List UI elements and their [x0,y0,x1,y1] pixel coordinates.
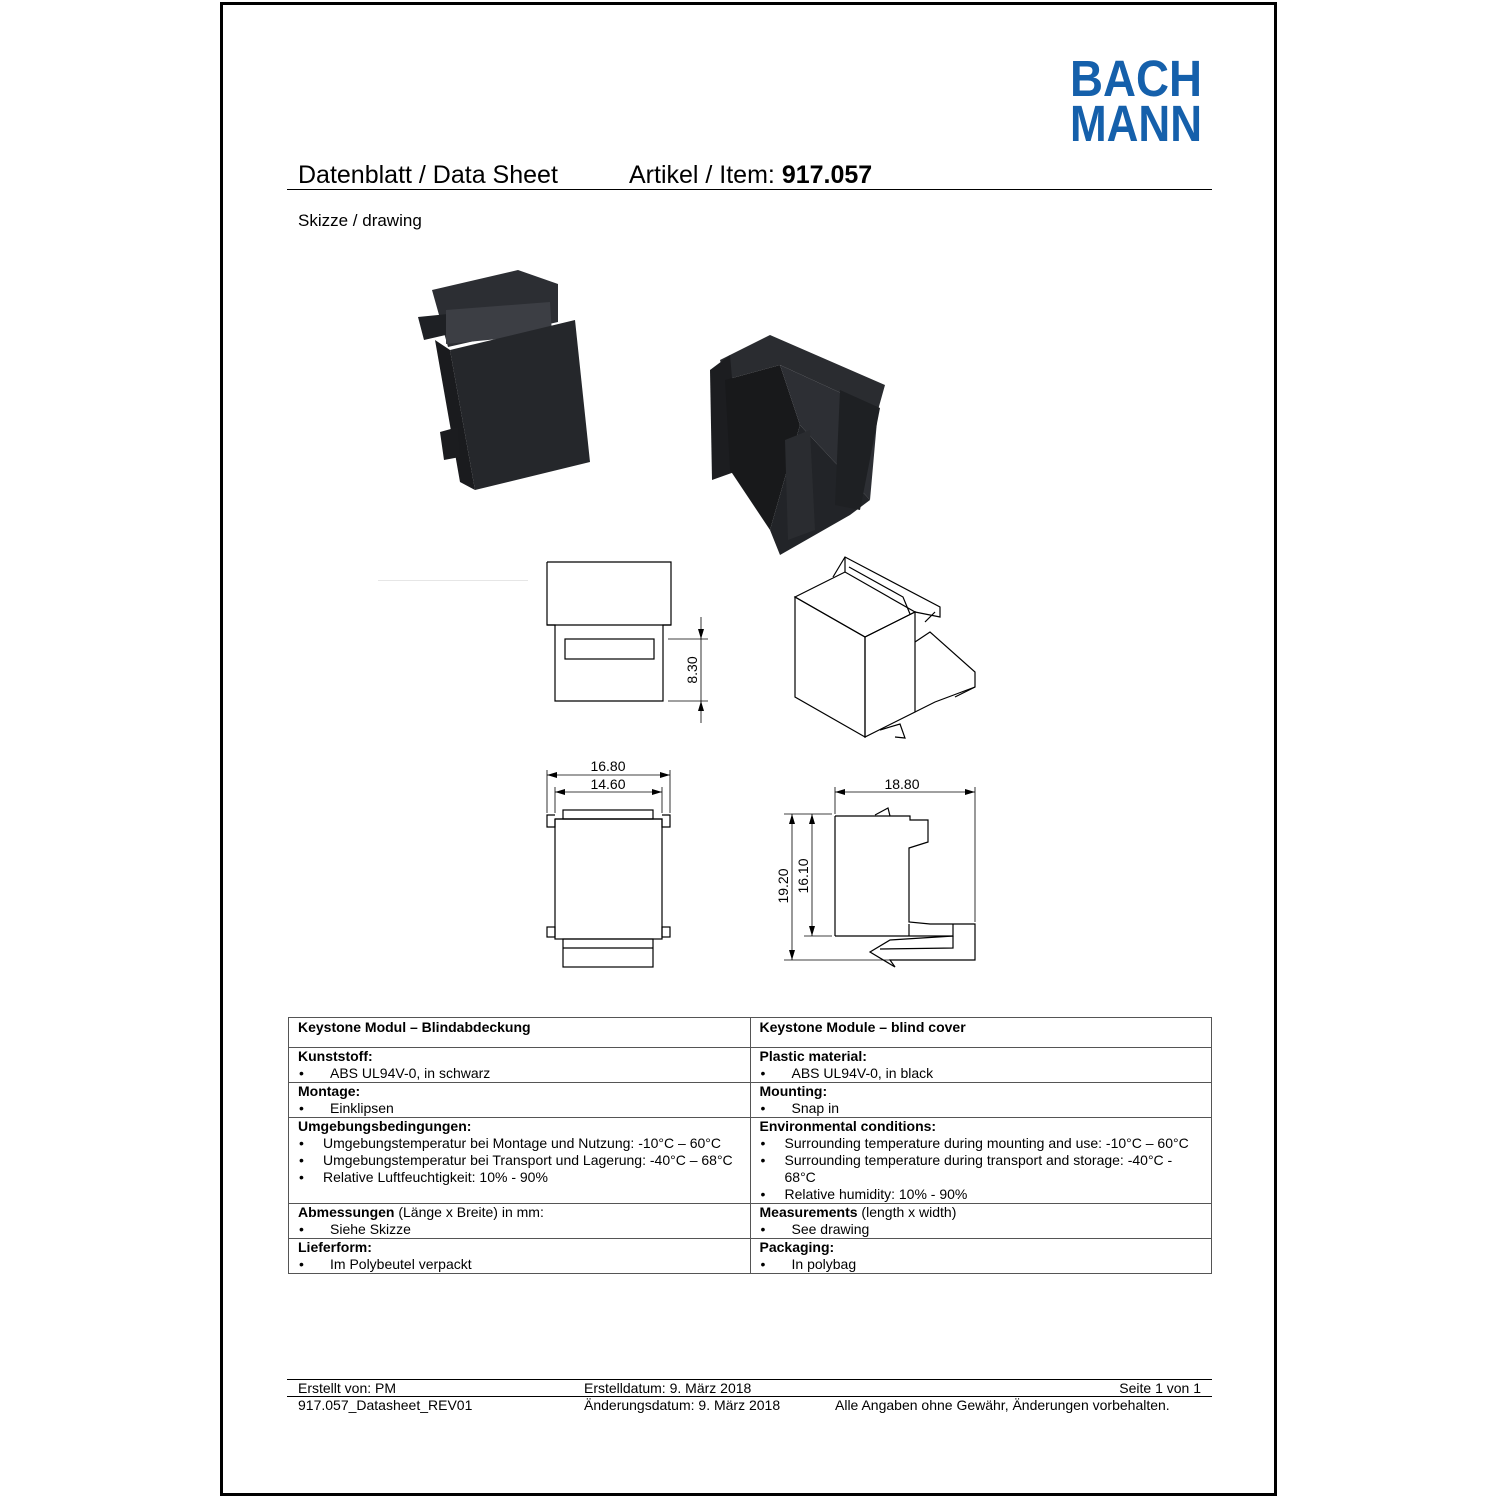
title-de: Keystone Modul – Blindabdeckung [298,1019,531,1035]
dim-830: 8.30 [684,656,700,684]
bachmann-logo [1070,52,1210,147]
pack-en-heading: Packaging: [759,1239,835,1255]
spec-table [288,1017,1212,1274]
dim-en-heading [760,1204,1203,1221]
item-number: 917.057 [781,161,873,189]
footer-file: 917.057_Datasheet_REV01 [298,1397,473,1413]
drawing-side-view [770,772,985,972]
product-photo-front [410,262,600,497]
material-en-heading: Plastic material: [759,1048,867,1064]
footer-created-by: Erstellt von: PM [298,1380,397,1396]
env-en-heading: Environmental conditions: [759,1118,937,1134]
dim-1460: 14.60 [590,776,626,792]
dim-1610: 16.10 [795,858,811,894]
list-item: • Umgebungstemperatur bei Montage und Nutzung: -10°C – 60°C [298,1135,741,1152]
divider [378,580,528,581]
material-de-heading: Kunststoff: [298,1048,373,1064]
drawing-top-view [530,555,730,725]
footer-modified-date: Änderungsdatum: 9. März 2018 [584,1397,781,1413]
list-item: • Snap in [760,1100,1203,1117]
product-photo-side [700,330,890,555]
dim-1920: 19.20 [775,868,791,904]
title-en: Keystone Module – blind cover [759,1019,966,1035]
dim-de-heading [298,1204,741,1221]
list-item: • ABS UL94V-0, in black [760,1065,1203,1082]
table-row [289,1118,1212,1204]
list-item: • Relative Luftfeuchtigkeit: 10% - 90% [298,1169,741,1186]
section-label: Skizze / drawing [298,211,422,230]
mount-en-heading: Mounting: [759,1083,828,1099]
header-rule [287,189,1212,190]
dim-de-bold: Abmessungen [298,1204,395,1220]
dim-de-rest: (Länge x Breite) in mm: [394,1204,544,1220]
mount-de-heading: Montage: [298,1083,361,1099]
footer-disclaimer: Alle Angaben ohne Gewähr, Änderungen vorbehalten. [835,1397,1170,1413]
logo-line-2: MANN [1070,95,1202,147]
dim-en-rest: (length x width) [857,1204,957,1220]
list-item: • See drawing [760,1221,1203,1238]
drawing-front-view [540,755,685,975]
footer-created-date: Erstelldatum: 9. März 2018 [584,1380,752,1396]
env-de-heading: Umgebungsbedingungen: [298,1118,472,1134]
list-item: • Umgebungstemperatur bei Transport und Lagerung: -40°C – 68°C [298,1152,741,1169]
list-item: • ABS UL94V-0, in schwarz [298,1065,741,1082]
drawing-isometric [785,552,985,747]
dim-1880: 18.80 [884,776,920,792]
dim-en-bold: Measurements [759,1204,858,1220]
doc-title: Datenblatt / Data Sheet [298,161,558,189]
item-prefix: Artikel / Item: [629,161,782,189]
table-row [289,1204,1212,1239]
dim-1680: 16.80 [590,758,626,774]
table-row [289,1083,1212,1118]
list-item: • Relative humidity: 10% - 90% [760,1186,1203,1203]
table-row [289,1239,1212,1274]
list-item: • Surrounding temperature during mounting and use: -10°C – 60°C [760,1135,1203,1152]
table-row [289,1018,1212,1048]
list-item: • Siehe Skizze [298,1221,741,1238]
list-item: • Einklipsen [298,1100,741,1117]
list-item: • In polybag [760,1256,1203,1273]
table-row [289,1048,1212,1083]
pack-de-heading: Lieferform: [298,1239,372,1255]
list-item: • Surrounding temperature during transport and storage: -40°C - 68°C [760,1152,1203,1186]
footer-page: Seite 1 von 1 [1119,1380,1201,1396]
list-item: • Im Polybeutel verpackt [298,1256,741,1273]
logo-line-1: BACH [1070,52,1202,107]
item-heading [629,160,872,190]
